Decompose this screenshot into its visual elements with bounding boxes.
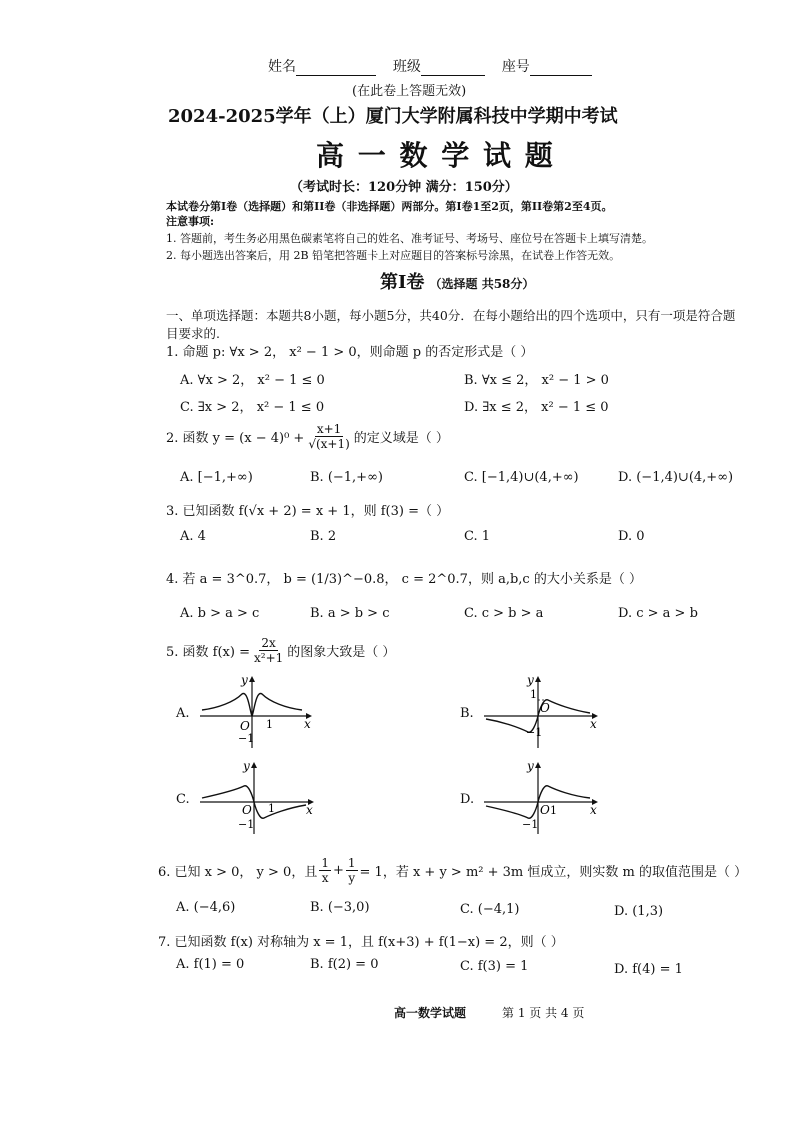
label-x: x (590, 717, 597, 731)
label-origin: O (540, 803, 550, 817)
section1-heading (380, 268, 534, 294)
name-label: 姓名 (268, 59, 296, 75)
q3-option-a[interactable]: A. 4 (180, 529, 206, 544)
q4-stem: 4. 若 a = 3^0.7， b = (1/3)^−0.8， c = 2^0.7，则 a,b,c 的大小关系是（ ） (166, 572, 642, 587)
q1-option-b[interactable]: B. ∀x ≤ 2， x² − 1 > 0 (464, 373, 609, 388)
q2-suffix: 的定义域是（ ） (353, 431, 449, 446)
y-arrow (249, 676, 255, 682)
class-label: 班级 (392, 59, 421, 75)
label-origin: O (240, 719, 250, 733)
q4-option-a[interactable]: A. b > a > c (180, 606, 260, 621)
label-y: y (527, 673, 534, 687)
q3-option-d[interactable]: D. 0 (618, 529, 645, 544)
footer-page: 第 1 页 共 4 页 (502, 1006, 585, 1020)
class-blank[interactable] (421, 59, 485, 76)
label-y: y (527, 759, 534, 773)
q6-frac1-den: x (321, 871, 329, 885)
label-x: x (590, 803, 597, 817)
time-info: （考试时长：120分钟 满分：150分） (290, 180, 518, 195)
q4-option-d[interactable]: D. c > a > b (618, 606, 698, 621)
q2-prefix: 2. 函数 y = (x − 4)⁰ + (166, 431, 305, 446)
q5-prefix: 5. 函数 f(x) = (166, 645, 250, 660)
q6-plus: + (332, 863, 344, 878)
label-y: y (243, 759, 250, 773)
q3-option-b[interactable]: B. 2 (310, 529, 337, 544)
q5-frac-den: x²+1 (253, 651, 284, 665)
q7-option-a[interactable]: A. f(1) = 0 (176, 957, 245, 972)
q6-option-c[interactable]: C. (−4,1) (460, 902, 520, 917)
label-neg-one: −1 (526, 726, 543, 739)
q1-option-d[interactable]: D. ∃x ≤ 2， x² − 1 ≤ 0 (464, 400, 609, 415)
q6-frac2-den: y (348, 871, 356, 885)
school-title: 2024-2025学年（上）厦门大学附属科技中学期中考试 (168, 106, 618, 127)
label-neg-one: −1 (238, 818, 255, 831)
q3-stem: 3. 已知函数 f(√x + 2) = x + 1，则 f(3) =（ ） (166, 504, 450, 519)
q1-option-c[interactable]: C. ∃x > 2， x² − 1 ≤ 0 (180, 400, 325, 415)
label-y: y (241, 673, 248, 687)
note-2: 2. 每小题选出答案后，用 2B 铅笔把答题卡上对应题目的答案标号涂黑，在试卷上作答无效。 (166, 249, 621, 262)
q1-stem: 1. 命题 p: ∀x > 2， x² − 1 > 0，则命题 p 的否定形式是（ ） (166, 345, 534, 360)
q7-option-c[interactable]: C. f(3) = 1 (460, 959, 529, 974)
seat-blank[interactable] (530, 59, 592, 76)
section1-title: 第I卷 (380, 272, 425, 293)
q7-stem: 7. 已知函数 f(x) 对称轴为 x = 1，且 f(x+3) + f(1−x) = 2，则（ ） (158, 935, 564, 950)
label-one: 1 (268, 802, 275, 815)
q6-prefix: 6. 已知 x > 0， y > 0，且 (158, 865, 318, 880)
y-arrow (535, 762, 541, 768)
q3-option-c[interactable]: C. 1 (464, 529, 491, 544)
q2-option-b[interactable]: B. (−1,+∞) (310, 470, 383, 485)
paper-info: 本试卷分第I卷（选择题）和第II卷（非选择题）两部分。第I卷1至2页，第II卷第2至4页。 (166, 200, 613, 213)
q7-option-b[interactable]: B. f(2) = 0 (310, 957, 379, 972)
label-one: 1 (550, 804, 557, 817)
q2-frac-num: x+1 (316, 422, 342, 436)
q2-option-c[interactable]: C. [−1,4)∪(4,+∞) (464, 470, 579, 485)
q5-graph-c[interactable] (198, 758, 322, 838)
invalid-note: (在此卷上答题无效) (352, 84, 467, 99)
label-x: x (304, 717, 311, 731)
q2-option-d[interactable]: D. (−1,4)∪(4,+∞) (618, 470, 734, 485)
y-arrow (251, 762, 257, 768)
q5-frac-num: 2x (261, 636, 276, 650)
q2-fraction (306, 422, 351, 451)
q6-stem (158, 856, 747, 885)
q5-suffix: 的图象大致是（ ） (287, 645, 396, 660)
q6-fraction-2 (346, 856, 358, 885)
label-neg-one: −1 (522, 818, 539, 831)
q5-stem (166, 636, 395, 665)
q4-option-c[interactable]: C. c > b > a (464, 606, 544, 621)
q2-stem (166, 422, 449, 451)
q5-option-c-label[interactable]: C. (176, 792, 190, 807)
q5-option-d-label[interactable]: D. (460, 792, 475, 807)
student-info-line (268, 56, 592, 76)
y-arrow (535, 676, 541, 682)
q6-option-d[interactable]: D. (1,3) (614, 904, 664, 919)
footer-title: 高一数学试题 (394, 1006, 467, 1020)
q1-option-a[interactable]: A. ∀x > 2， x² − 1 ≤ 0 (180, 373, 325, 388)
q6-suffix: = 1，若 x + y > m² + 3m 恒成立，则实数 m 的取值范围是（ ） (359, 865, 748, 880)
q5-graph-d[interactable] (482, 758, 606, 838)
q4-option-b[interactable]: B. a > b > c (310, 606, 390, 621)
q6-option-a[interactable]: A. (−4,6) (176, 900, 236, 915)
label-origin: O (540, 701, 550, 715)
q2-option-a[interactable]: A. [−1,+∞) (180, 470, 253, 485)
label-origin: O (242, 803, 252, 817)
q2-frac-den: √(x+1) (308, 437, 350, 451)
q5-fraction (252, 636, 285, 665)
q6-option-b[interactable]: B. (−3,0) (310, 900, 370, 915)
q6-fraction-1 (319, 856, 331, 885)
q5-graph-b[interactable] (482, 672, 606, 752)
q7-option-d[interactable]: D. f(4) = 1 (614, 962, 683, 977)
label-neg-one: −1 (238, 732, 255, 745)
label-one: 1 (266, 718, 273, 731)
q6-frac1-num: 1 (321, 856, 329, 870)
q5-graph-a[interactable] (198, 672, 318, 752)
section1-subtitle: （选择题 共58分） (429, 277, 535, 291)
q5-option-b-label[interactable]: B. (460, 706, 474, 721)
section1-instr-2: 目要求的. (166, 326, 220, 341)
name-blank[interactable] (296, 59, 376, 76)
label-x: x (306, 803, 313, 817)
note-1: 1. 答题前，考生务必用黑色碳素笔将自己的姓名、准考证号、考场号、座位号在答题卡上填写清楚。 (166, 232, 653, 245)
seat-label: 座号 (501, 59, 530, 75)
section1-instr-1: 一、单项选择题：本题共8小题，每小题5分，共40分．在每小题给出的四个选项中，只有一项是符合题 (166, 308, 736, 323)
q5-option-a-label[interactable]: A. (176, 706, 190, 721)
label-one: 1 (530, 688, 537, 701)
notes-title: 注意事项: (166, 215, 215, 228)
main-title: 高 一 数 学 试 题 (316, 139, 555, 172)
q6-frac2-num: 1 (347, 856, 356, 870)
